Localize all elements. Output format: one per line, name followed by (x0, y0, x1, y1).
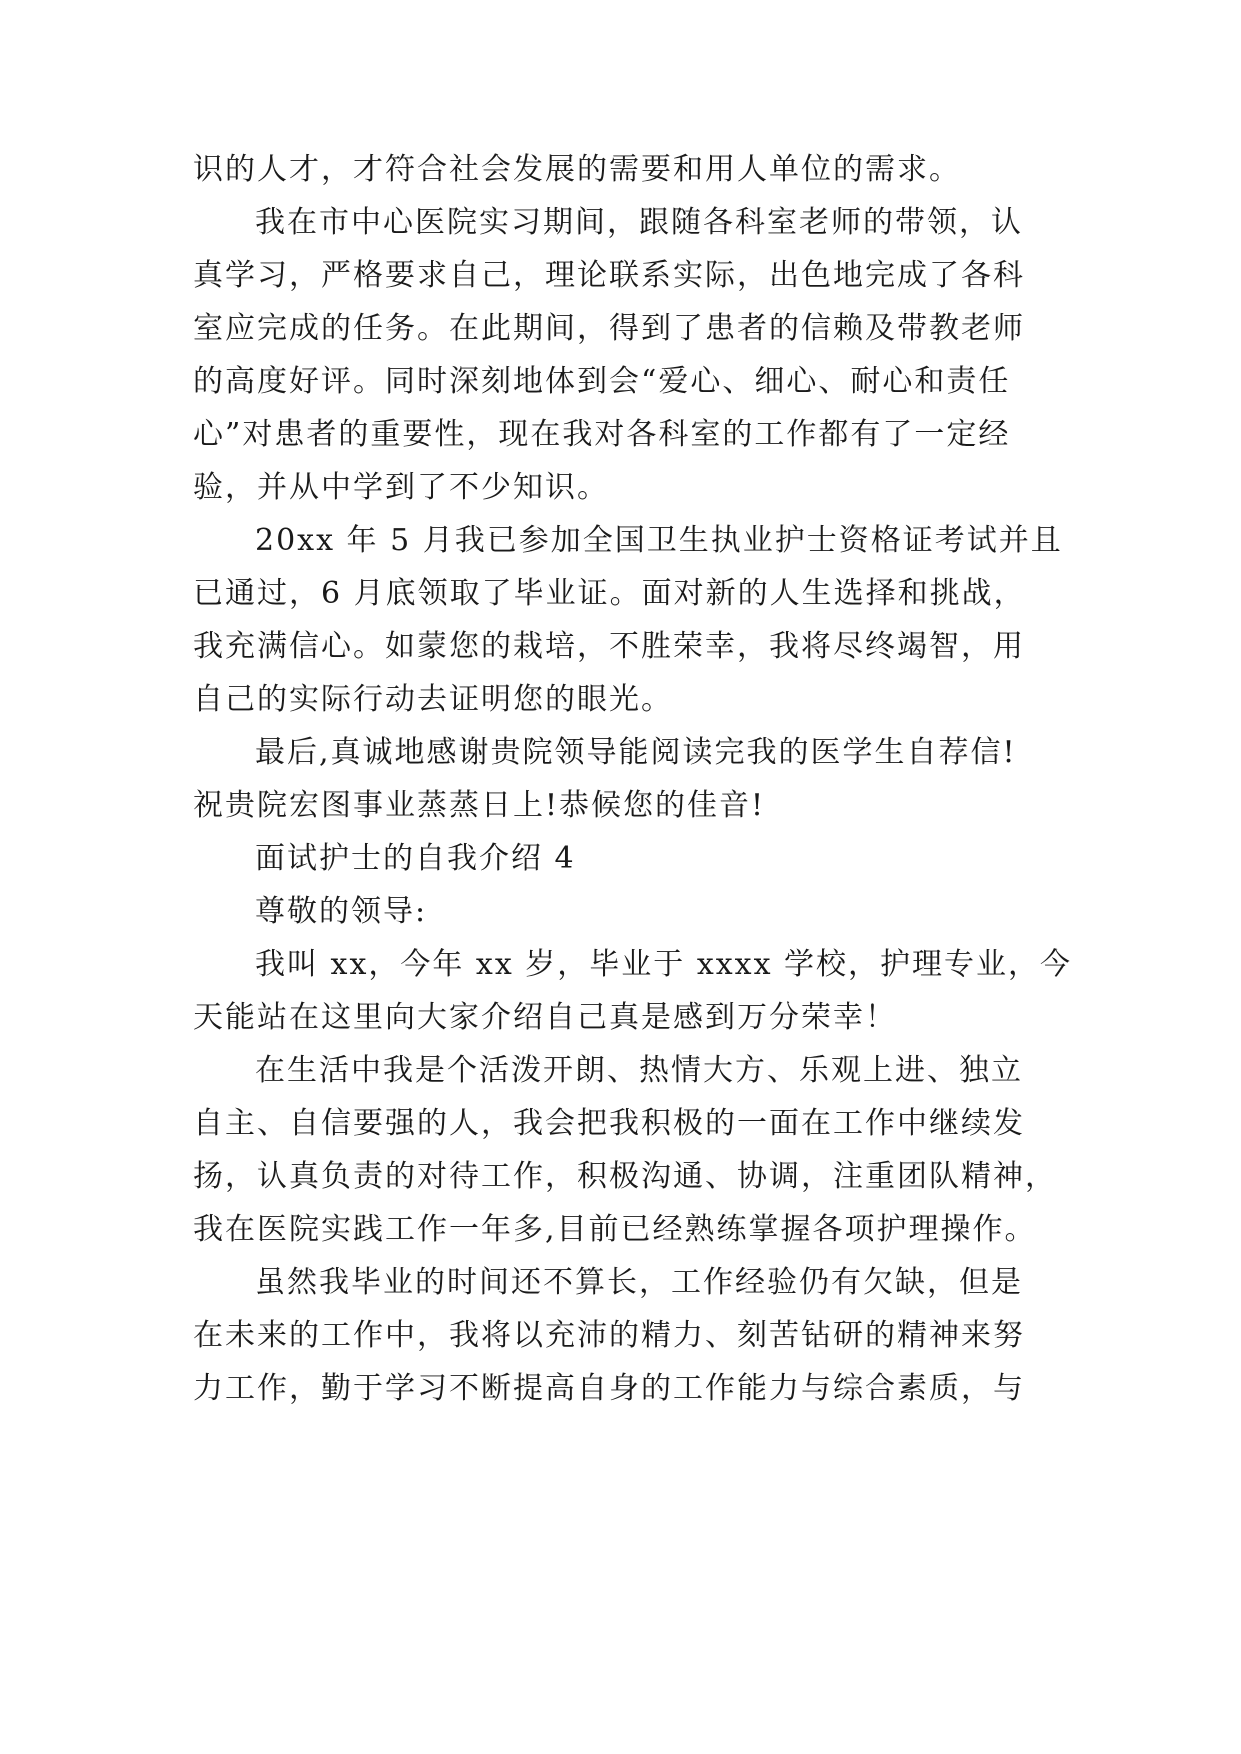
text-line: 我充满信心。如蒙您的栽培，不胜荣幸，我将尽终竭智，用 (193, 629, 1025, 664)
text-line: 验，并从中学到了不少知识。 (193, 470, 609, 505)
text-line: 20xx 年 5 月我已参加全国卫生执业护士资格证考试并且 (255, 523, 1063, 558)
text-line: 我叫 xx，今年 xx 岁，毕业于 xxxx 学校，护理专业，今 (255, 947, 1073, 982)
text-line: 我在医院实践工作一年多,目前已经熟练掌握各项护理操作。 (193, 1212, 1037, 1247)
text-line: 自己的实际行动去证明您的眼光。 (193, 682, 673, 717)
text-line: 天能站在这里向大家介绍自己真是感到万分荣幸！ (193, 1000, 897, 1035)
text-line: 识的人才，才符合社会发展的需要和用人单位的需求。 (193, 152, 961, 187)
text-line: 扬，认真负责的对待工作，积极沟通、协调，注重团队精神， (193, 1159, 1057, 1194)
text-line: 室应完成的任务。在此期间，得到了患者的信赖及带教老师 (193, 311, 1025, 346)
text-line: 虽然我毕业的时间还不算长，工作经验仍有欠缺，但是 (255, 1265, 1023, 1300)
text-line: 心”对患者的重要性，现在我对各科室的工作都有了一定经 (193, 417, 1011, 452)
text-line: 在未来的工作中，我将以充沛的精力、刻苦钻研的精神来努 (193, 1318, 1025, 1353)
text-line: 最后,真诚地感谢贵院领导能阅读完我的医学生自荐信! (255, 735, 1017, 770)
text-line: 自主、自信要强的人，我会把我积极的一面在工作中继续发 (193, 1106, 1025, 1141)
text-line: 在生活中我是个活泼开朗、热情大方、乐观上进、独立 (255, 1053, 1023, 1088)
text-line: 力工作，勤于学习不断提高自身的工作能力与综合素质，与 (193, 1371, 1025, 1406)
salutation: 尊敬的领导: (255, 894, 428, 929)
section-heading: 面试护士的自我介绍 4 (255, 841, 576, 876)
text-line: 我在市中心医院实习期间，跟随各科室老师的带领，认 (255, 205, 1023, 240)
text-line: 的高度好评。同时深刻地体到会“爱心、细心、耐心和责任 (193, 364, 1011, 399)
text-line: 祝贵院宏图事业蒸蒸日上!恭候您的佳音! (193, 788, 766, 823)
text-line: 已通过，6 月底领取了毕业证。面对新的人生选择和挑战， (193, 576, 1026, 611)
text-line: 真学习，严格要求自己，理论联系实际，出色地完成了各科 (193, 258, 1025, 293)
